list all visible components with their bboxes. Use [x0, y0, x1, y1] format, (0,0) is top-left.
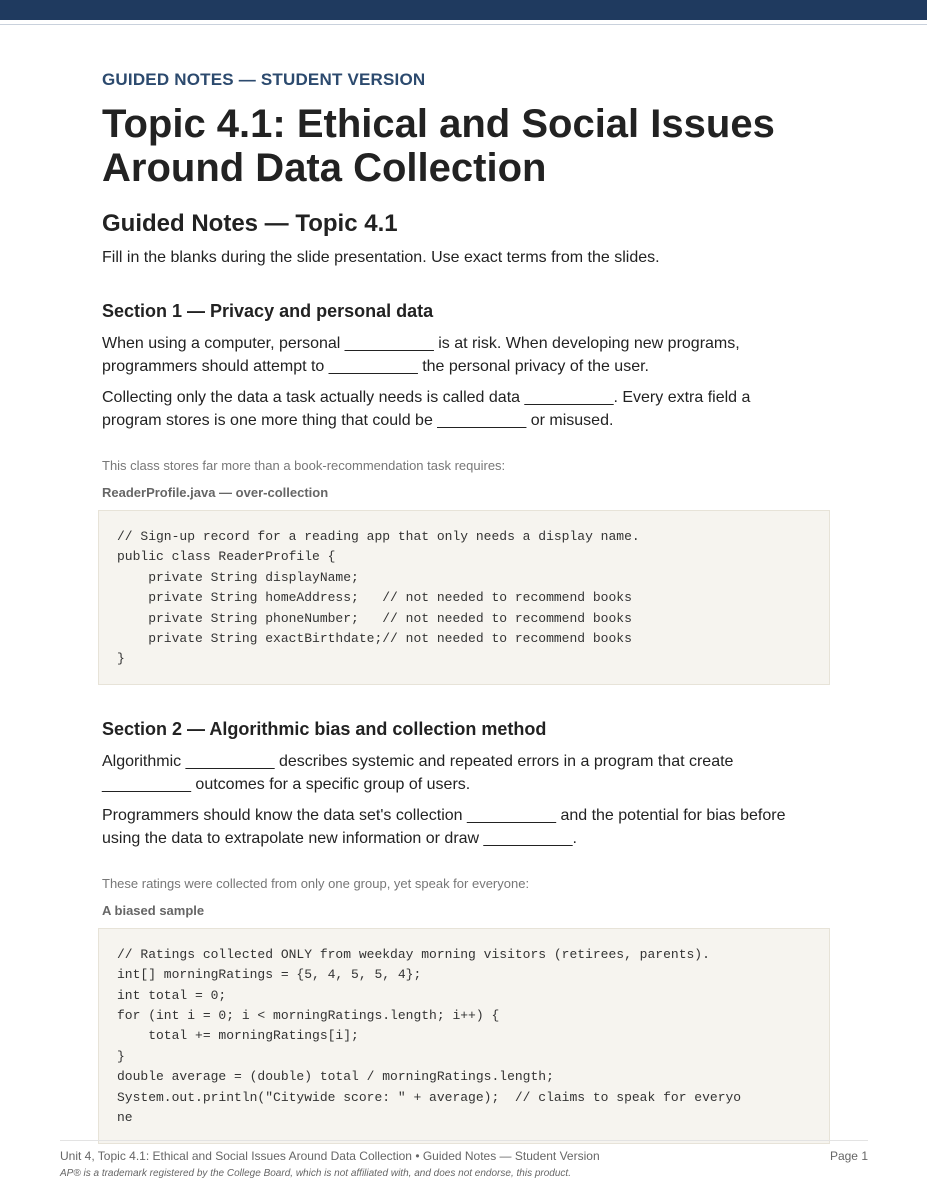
code-line: public class ReaderProfile { — [117, 549, 336, 565]
section-2-paragraph-2 — [102, 804, 832, 850]
code-line: // Sign-up record for a reading app that only needs a display name. — [117, 529, 640, 544]
code-line: double average = (double) total / morningRatings.length; — [117, 1069, 554, 1085]
code-line: int[] morningRatings = {5, 4, 5, 5, 4}; — [117, 967, 422, 983]
section-2-note: These ratings were collected from only one group, yet speak for everyone: — [102, 875, 530, 891]
text-line: Programmers should know the data set's collection __________ and the potential for bias before — [102, 806, 786, 824]
code-line: private String phoneNumber; // not needed to recommend books — [117, 610, 632, 626]
text-line: using the data to extrapolate new information or draw __________. — [102, 829, 577, 847]
code-line: ne — [117, 1110, 133, 1126]
page-title — [102, 102, 832, 190]
section-1-heading: Section 1 — Privacy and personal data — [102, 301, 434, 321]
text-line: program stores is one more thing that could be __________ or misused. — [102, 412, 614, 429]
section-1-paragraph-1 — [102, 332, 832, 378]
section-2-code-block — [98, 928, 830, 1144]
section-1-note: This class stores far more than a book-recommendation task requires: — [102, 458, 506, 473]
top-banner — [0, 0, 927, 20]
code-line: int total = 0; — [117, 987, 227, 1003]
text-line: programmers should attempt to __________ the personal privacy of the user. — [102, 358, 649, 375]
text-line: __________ outcomes for a specific group of users. — [102, 775, 471, 793]
code-line: for (int i = 0; i < morningRatings.length; i++) { — [117, 1008, 500, 1024]
text-line: When using a computer, personal __________ is at risk. When developing new programs, — [102, 335, 740, 352]
page-footer — [60, 1140, 868, 1179]
section-2-heading: Section 2 — Algorithmic bias and collection method — [102, 718, 547, 739]
text-line: Algorithmic __________ describes systemic and repeated errors in a program that create — [102, 752, 734, 770]
code-line: // Ratings collected ONLY from weekday morning visitors (retirees, parents). — [117, 946, 710, 962]
section-1-paragraph-2 — [102, 386, 832, 432]
section-1-code-caption: ReaderProfile.java — over-collection — [102, 485, 329, 500]
instructions: Fill in the blanks during the slide presentation. Use exact terms from the slides. — [102, 249, 660, 266]
title-line: Around Data Collection — [102, 146, 547, 190]
code-line: private String homeAddress; // not needed to recommend books — [117, 590, 632, 606]
section-2-paragraph-1 — [102, 750, 832, 796]
page-subtitle: Guided Notes — Topic 4.1 — [102, 210, 398, 237]
code-line: } — [117, 651, 125, 667]
page-number: Page 1 — [829, 1149, 868, 1163]
title-line: Topic 4.1: Ethical and Social Issues — [102, 102, 775, 146]
document-body — [102, 70, 832, 1144]
section-2-code-caption: A biased sample — [102, 902, 205, 918]
text-line: Collecting only the data a task actually needs is called data __________. Every extra field a — [102, 389, 751, 406]
code-line: private String displayName; — [117, 569, 359, 585]
trademark-disclaimer: AP® is a trademark registered by the College Board, which is not affiliated with, and does not endorse, this product. — [60, 1168, 571, 1179]
code-line: System.out.println("Citywide score: " + average); // claims to speak for everyo — [117, 1089, 742, 1105]
code-line: private String exactBirthdate;// not needed to recommend books — [117, 631, 632, 647]
section-1-code-block — [98, 510, 830, 685]
top-rule — [0, 24, 927, 25]
code-line: total += morningRatings[i]; — [117, 1028, 359, 1044]
document-eyebrow: GUIDED NOTES — STUDENT VERSION — [102, 70, 426, 89]
code-line: } — [117, 1048, 125, 1064]
footer-document-info: Unit 4, Topic 4.1: Ethical and Social Issues Around Data Collection • Guided Notes — Student Version — [60, 1149, 600, 1163]
